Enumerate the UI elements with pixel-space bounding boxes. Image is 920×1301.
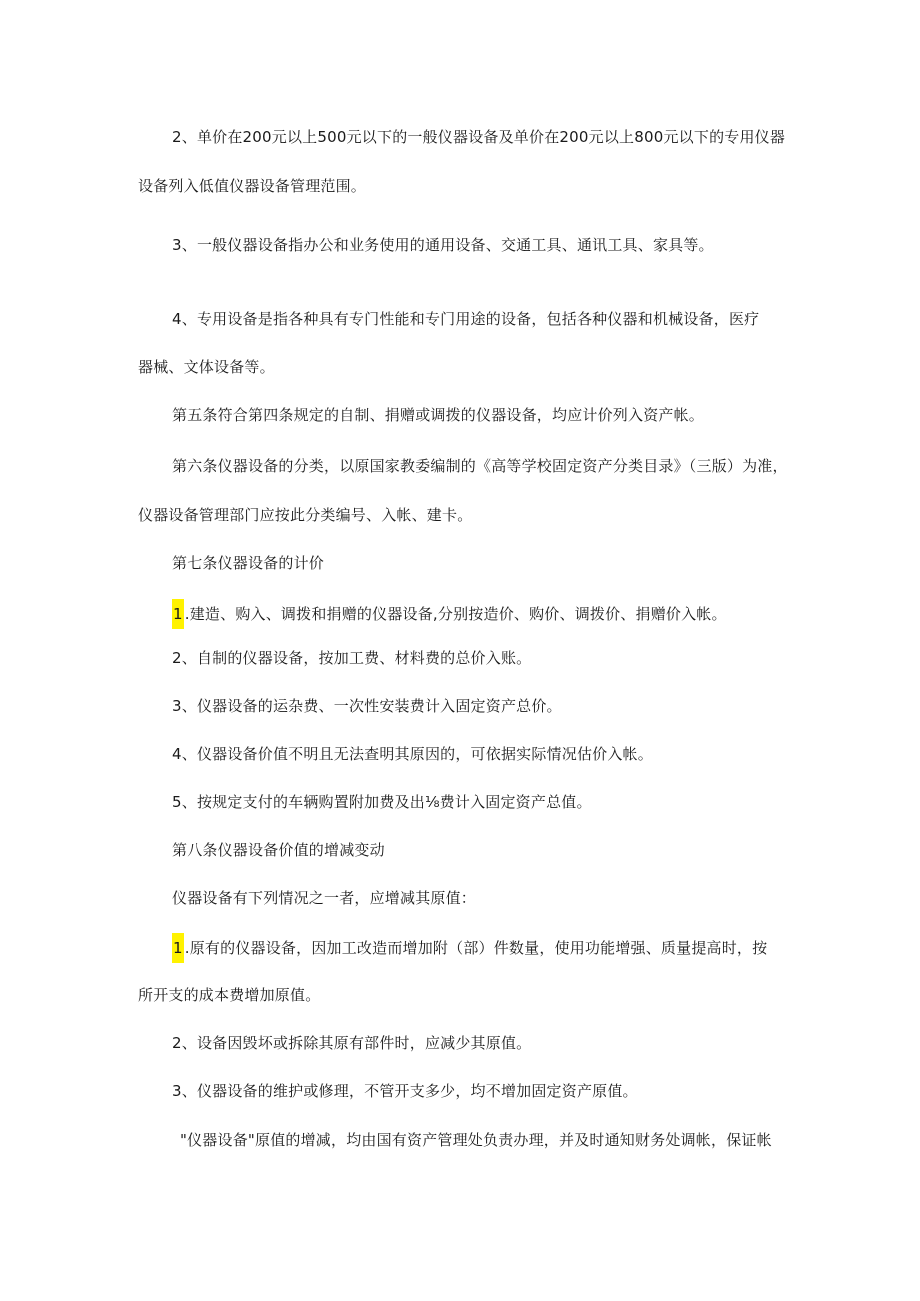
list-item: [172, 933, 767, 963]
list-item: 4、仪器设备价值不明且无法查明其原因的，可依据实际情况估价入帐。: [172, 745, 653, 763]
paragraph-line: 2、单价在200元以上500元以下的一般仪器设备及单价在200元以上800元以下的专用仪器: [172, 128, 786, 146]
list-item: 3、仪器设备的运杂费、一次性安装费计入固定资产总价。: [172, 697, 562, 715]
paragraph-line: 仪器设备有下列情况之一者，应增减其原值：: [172, 889, 477, 907]
article-5-line: 第五条符合第四条规定的自制、捐赠或调拨的仪器设备，均应计价列入资产帐。: [172, 406, 705, 424]
list-item: 5、按规定支付的车辆购置附加费及出⅛费计入固定资产总值。: [172, 793, 592, 811]
list-item: 2、设备因毁坏或拆除其原有部件时，应减少其原值。: [172, 1034, 532, 1052]
article-8-heading: 第八条仪器设备价值的增减变动: [172, 841, 385, 859]
paragraph-line: 器械、文体设备等。: [138, 358, 275, 376]
paragraph-line: "仪器设备"原值的增减，均由国有资产管理处负责办理，并及时通知财务处调帐，保证帐: [180, 1131, 772, 1149]
paragraph-line: 4、专用设备是指各种具有专门性能和专门用途的设备，包括各种仪器和机械设备，医疗: [172, 310, 760, 328]
article-7-heading: 第七条仪器设备的计价: [172, 554, 325, 572]
article-6-line: 第六条仪器设备的分类，以原国家教委编制的《高等学校固定资产分类目录》（三版）为准，: [172, 457, 788, 475]
highlighted-number: 1: [172, 599, 184, 629]
list-item-text: .原有的仪器设备，因加工改造而增加附（部）件数量，使用功能增强、质量提高时，按: [184, 939, 768, 957]
paragraph-line: 设备列入低值仪器设备管理范围。: [138, 177, 367, 195]
paragraph-line: 3、一般仪器设备指办公和业务使用的通用设备、交通工具、通讯工具、家具等。: [172, 236, 714, 254]
list-item: [172, 599, 727, 629]
paragraph-line: 仪器设备管理部门应按此分类编号、入帐、建卡。: [138, 506, 473, 524]
list-item-text: .建造、购入、调拨和捐赠的仪器设备,分别按造价、购价、调拨价、捐赠价入帐。: [184, 605, 727, 623]
list-item: 2、自制的仪器设备，按加工费、材料费的总价入账。: [172, 649, 532, 667]
list-item: 3、仪器设备的维护或修理，不管开支多少，均不增加固定资产原值。: [172, 1082, 638, 1100]
paragraph-line: 所开支的成本费增加原值。: [138, 986, 321, 1004]
highlighted-number: 1: [172, 933, 184, 963]
